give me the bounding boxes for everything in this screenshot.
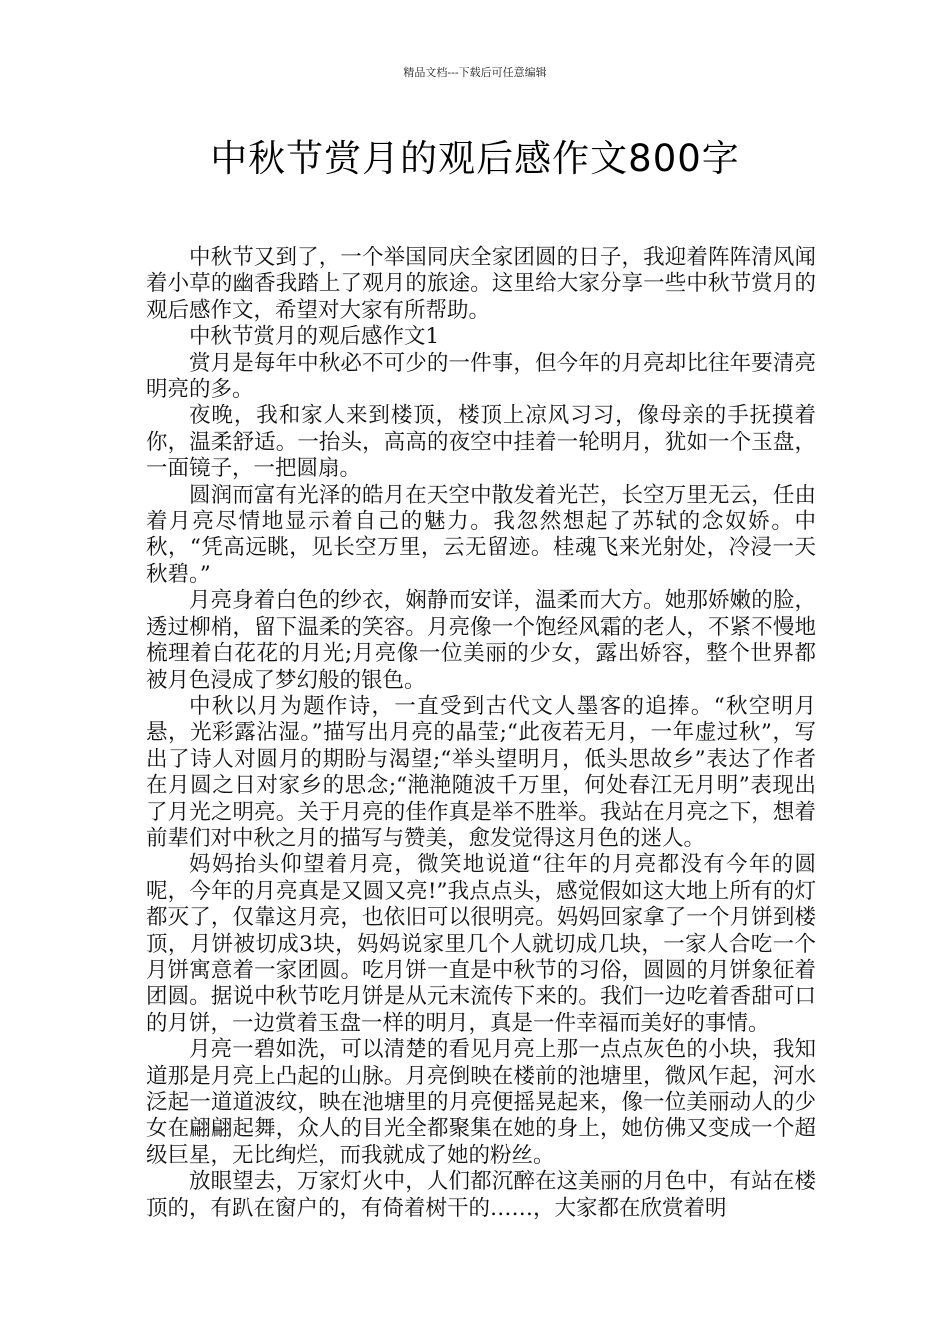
paragraph: 放眼望去，万家灯火中，人们都沉醉在这美丽的月色中，有站在楼顶的，有趴在窗户的，有倚着树干的……，大家都在欣赏着明 [146, 1169, 816, 1221]
document-title: 中秋节赏月的观后感作文800字 [210, 137, 740, 180]
section-heading: 中秋节赏月的观后感作文1 [189, 324, 440, 350]
paragraph: 中秋以月为题作诗，一直受到古代文人墨客的追捧。“秋空明月悬，光彩露沾湿。”描写出月亮的晶莹;“此夜若无月，一年虚过秋”，写出了诗人对圆月的期盼与渴望;“举头望明月，低头思故乡”表达了作者在月圆之日对家乡的思念;“滟滟随波千万里，何处春江无月明”表现出了月光之明亮。关于月亮的佳作真是举不胜举。我站在月亮之下，想着前辈们对中秋之月的描写与赞美，愈发觉得这月色的迷人。 [146, 693, 816, 851]
paragraph: 月亮身着白色的纱衣，娴静而安详，温柔而大方。她那娇嫩的脸，透过柳梢，留下温柔的笑容。月亮像一个饱经风霜的老人，不紧不慢地梳理着白花花的月光;月亮像一位美丽的少女，露出娇容，整个世界都被月色浸成了梦幻般的银色。 [146, 588, 816, 693]
paragraph-intro: 中秋节又到了，一个举国同庆全家团圆的日子，我迎着阵阵清风闻着小草的幽香我踏上了观月的旅途。这里给大家分享一些中秋节赏月的观后感作文，希望对大家有所帮助。 [146, 245, 816, 323]
paragraph: 夜晚，我和家人来到楼顶，楼顶上凉风习习，像母亲的手抚摸着你，温柔舒适。一抬头，高高的夜空中挂着一轮明月，犹如一个玉盘，一面镜子，一把圆扇。 [146, 403, 816, 482]
document-body [146, 245, 816, 1222]
paragraph: 妈妈抬头仰望着月亮，微笑地说道“往年的月亮都没有今年的圆呢，今年的月亮真是又圆又亮!”我点点头，感觉假如这大地上所有的灯都灭了，仅靠这月亮，也依旧可以很明亮。妈妈回家拿了一个月饼到楼顶，月饼被切成3块，妈妈说家里几个人就切成几块，一家人合吃一个月饼寓意着一家团圆。吃月饼一直是中秋节的习俗，圆圆的月饼象征着团圆。据说中秋节吃月饼是从元末流传下来的。我们一边吃着香甜可口的月饼，一边赏着玉盘一样的明月，真是一件幸福而美好的事情。 [146, 852, 816, 1036]
paragraph: 月亮一碧如洗，可以清楚的看见月亮上那一点点灰色的小块，我知道那是月亮上凸起的山脉。月亮倒映在楼前的池塘里，微风乍起，河水泛起一道道波纹，映在池塘里的月亮便摇晃起来，像一位美丽动人的少女在翩翩起舞，众人的目光全都聚集在她的身上，她仿佛又变成一个超级巨星，无比绚烂，而我就成了她的粉丝。 [146, 1037, 816, 1168]
paragraph: 赏月是每年中秋必不可少的一件事，但今年的月亮却比往年要清亮明亮的多。 [146, 350, 816, 403]
paragraph: 圆润而富有光泽的皓月在天空中散发着光芒，长空万里无云，任由着月亮尽情地显示着自己的魅力。我忽然想起了苏轼的念奴娇。中秋，“凭高远眺，见长空万里，云无留迹。桂魂飞来光射处，冷浸一天秋碧。” [146, 482, 816, 587]
header-note: 精品文档---下载后可任意编辑 [403, 66, 547, 79]
